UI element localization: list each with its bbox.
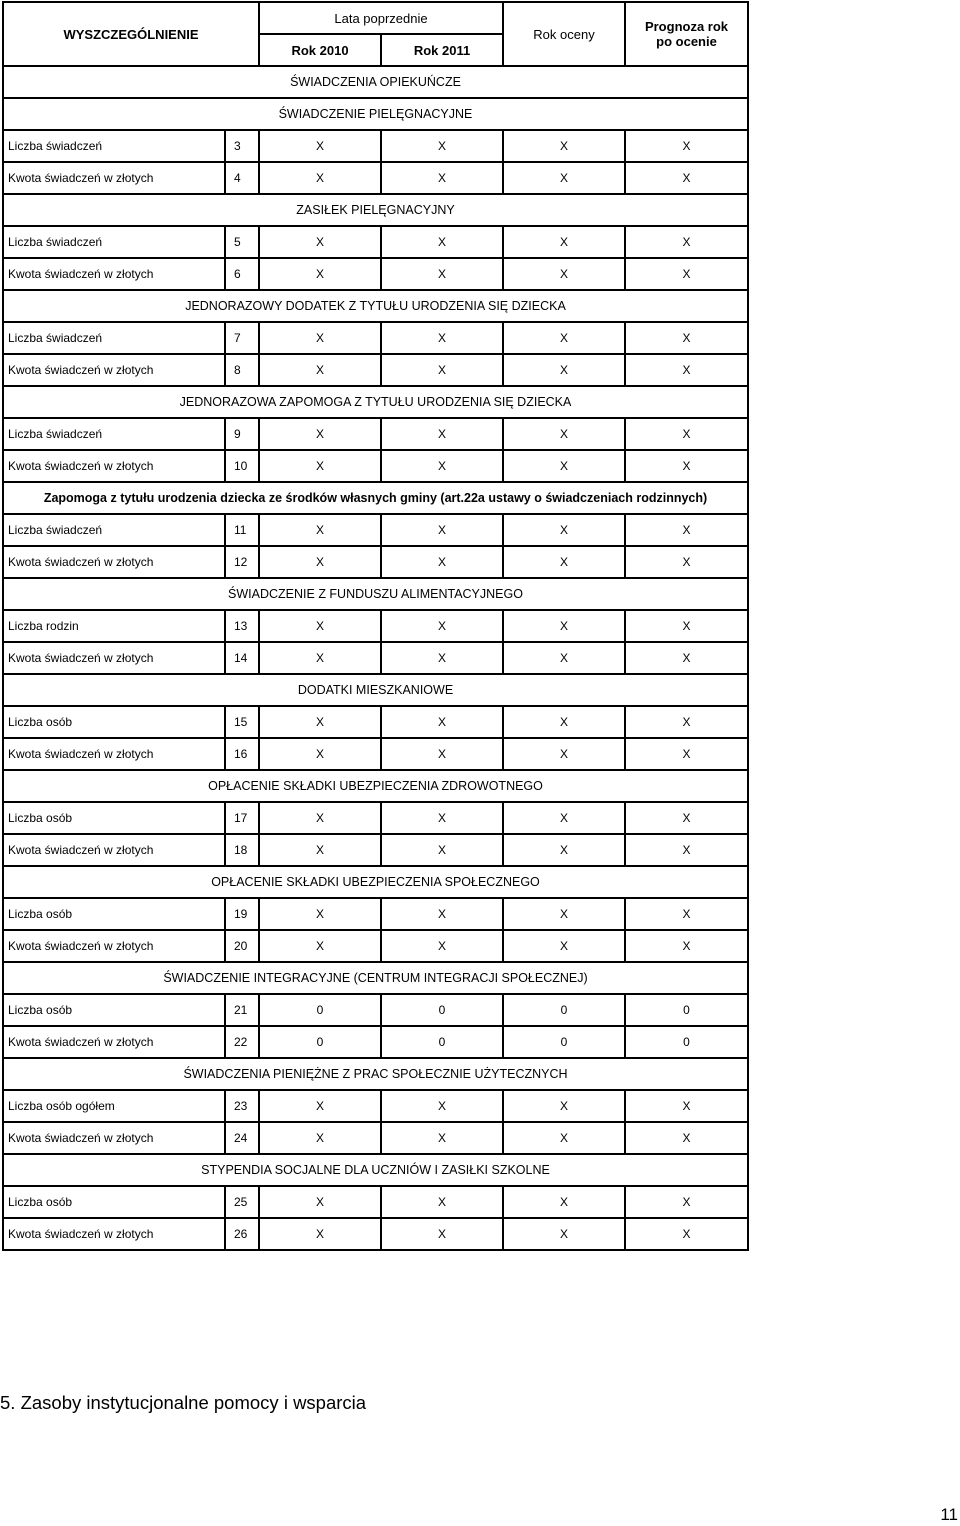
value-assessment-year: X (503, 546, 625, 578)
row-number: 21 (225, 994, 259, 1026)
value-year-2011: X (381, 610, 503, 642)
section-heading: 5. Zasoby instytucjonalne pomocy i wsparcia (0, 1392, 367, 1413)
value-forecast: X (625, 1090, 748, 1122)
value-forecast: X (625, 546, 748, 578)
value-assessment-year: 0 (503, 1026, 625, 1058)
value-year-2011: X (381, 1186, 503, 1218)
value-assessment-year: X (503, 930, 625, 962)
table-row (3, 642, 748, 674)
table-row (3, 546, 748, 578)
section-title: ŚWIADCZENIE Z FUNDUSZU ALIMENTACYJNEGO (3, 578, 748, 610)
value-year-2010: 0 (259, 1026, 381, 1058)
row-number: 24 (225, 1122, 259, 1154)
value-year-2010: X (259, 898, 381, 930)
section-header-row (3, 770, 748, 802)
section-header-row (3, 290, 748, 322)
section-title: ŚWIADCZENIA OPIEKUŃCZE (3, 66, 748, 98)
value-year-2010: X (259, 418, 381, 450)
table-row (3, 514, 748, 546)
value-assessment-year: X (503, 130, 625, 162)
row-label: Liczba świadczeń (3, 418, 225, 450)
value-year-2010: 0 (259, 994, 381, 1026)
value-assessment-year: X (503, 898, 625, 930)
value-forecast: X (625, 738, 748, 770)
table-row (3, 1186, 748, 1218)
table-row (3, 130, 748, 162)
value-year-2011: X (381, 1090, 503, 1122)
value-year-2010: X (259, 802, 381, 834)
value-year-2010: X (259, 514, 381, 546)
value-year-2010: X (259, 1122, 381, 1154)
table-row (3, 898, 748, 930)
value-assessment-year: X (503, 162, 625, 194)
value-assessment-year: X (503, 354, 625, 386)
row-number: 20 (225, 930, 259, 962)
value-year-2011: X (381, 930, 503, 962)
value-year-2010: X (259, 354, 381, 386)
value-assessment-year: X (503, 610, 625, 642)
value-assessment-year: X (503, 802, 625, 834)
row-label: Liczba osób ogółem (3, 1090, 225, 1122)
value-assessment-year: X (503, 322, 625, 354)
value-year-2011: X (381, 1122, 503, 1154)
section-title: OPŁACENIE SKŁADKI UBEZPIECZENIA ZDROWOTNEGO (3, 770, 748, 802)
row-label: Liczba osób (3, 898, 225, 930)
value-year-2011: X (381, 258, 503, 290)
section-header-row (3, 962, 748, 994)
value-forecast: X (625, 642, 748, 674)
table-body (3, 2, 748, 1250)
row-label: Liczba świadczeń (3, 130, 225, 162)
row-label: Kwota świadczeń w złotych (3, 1122, 225, 1154)
row-number: 12 (225, 546, 259, 578)
section-header-row (3, 482, 748, 514)
row-label: Liczba świadczeń (3, 514, 225, 546)
value-assessment-year: X (503, 514, 625, 546)
value-year-2010: X (259, 610, 381, 642)
value-year-2011: X (381, 130, 503, 162)
row-number: 4 (225, 162, 259, 194)
row-number: 11 (225, 514, 259, 546)
row-label: Kwota świadczeń w złotych (3, 642, 225, 674)
table-row (3, 610, 748, 642)
section-title: JEDNORAZOWA ZAPOMOGA Z TYTUŁU URODZENIA SIĘ DZIECKA (3, 386, 748, 418)
table-row (3, 1122, 748, 1154)
value-forecast: X (625, 802, 748, 834)
value-year-2011: X (381, 642, 503, 674)
value-forecast: X (625, 258, 748, 290)
section-title: ŚWIADCZENIA PIENIĘŻNE Z PRAC SPOŁECZNIE UŻYTECZNYCH (3, 1058, 748, 1090)
value-year-2011: X (381, 162, 503, 194)
value-assessment-year: X (503, 226, 625, 258)
section-header-row (3, 98, 748, 130)
value-year-2011: X (381, 706, 503, 738)
value-forecast: X (625, 514, 748, 546)
section-header-row (3, 866, 748, 898)
row-number: 13 (225, 610, 259, 642)
header-col-name: WYSZCZEGÓLNIENIE (3, 2, 259, 66)
value-year-2010: X (259, 546, 381, 578)
row-label: Kwota świadczeń w złotych (3, 354, 225, 386)
section-header-row (3, 1154, 748, 1186)
value-forecast: X (625, 706, 748, 738)
row-number: 25 (225, 1186, 259, 1218)
value-assessment-year: X (503, 450, 625, 482)
value-year-2011: X (381, 546, 503, 578)
section-header-row (3, 578, 748, 610)
value-assessment-year: X (503, 706, 625, 738)
table-row (3, 930, 748, 962)
table-row (3, 354, 748, 386)
value-year-2011: X (381, 1218, 503, 1250)
table-row (3, 418, 748, 450)
table-row (3, 1090, 748, 1122)
value-forecast: 0 (625, 1026, 748, 1058)
value-year-2010: X (259, 738, 381, 770)
value-forecast: X (625, 354, 748, 386)
row-number: 8 (225, 354, 259, 386)
value-year-2010: X (259, 226, 381, 258)
row-label: Kwota świadczeń w złotych (3, 546, 225, 578)
row-label: Kwota świadczeń w złotych (3, 834, 225, 866)
value-year-2011: 0 (381, 994, 503, 1026)
section-title: Zapomoga z tytułu urodzenia dziecka ze środków własnych gminy (art.22a ustawy o świadczeniach rodzinnych) (3, 482, 748, 514)
row-number: 18 (225, 834, 259, 866)
row-number: 17 (225, 802, 259, 834)
row-number: 14 (225, 642, 259, 674)
value-forecast: X (625, 834, 748, 866)
table-row (3, 834, 748, 866)
value-forecast: X (625, 226, 748, 258)
table-row (3, 162, 748, 194)
value-year-2011: X (381, 898, 503, 930)
table-row (3, 738, 748, 770)
row-label: Kwota świadczeń w złotych (3, 258, 225, 290)
section-title: JEDNORAZOWY DODATEK Z TYTUŁU URODZENIA SIĘ DZIECKA (3, 290, 748, 322)
value-year-2010: X (259, 930, 381, 962)
row-label: Liczba osób (3, 706, 225, 738)
value-assessment-year: X (503, 738, 625, 770)
section-header-row (3, 194, 748, 226)
row-label: Liczba świadczeń (3, 226, 225, 258)
table-row (3, 1026, 748, 1058)
section-title: STYPENDIA SOCJALNE DLA UCZNIÓW I ZASIŁKI SZKOLNE (3, 1154, 748, 1186)
value-year-2010: X (259, 834, 381, 866)
value-assessment-year: X (503, 1090, 625, 1122)
row-label: Kwota świadczeń w złotych (3, 738, 225, 770)
row-label: Kwota świadczeń w złotych (3, 1218, 225, 1250)
value-assessment-year: X (503, 418, 625, 450)
table-row (3, 226, 748, 258)
value-assessment-year: X (503, 834, 625, 866)
value-year-2011: X (381, 834, 503, 866)
row-number: 6 (225, 258, 259, 290)
benefits-table (2, 1, 749, 1251)
value-year-2010: X (259, 1186, 381, 1218)
header-row-top (3, 2, 748, 34)
row-number: 19 (225, 898, 259, 930)
value-year-2011: X (381, 418, 503, 450)
value-forecast: X (625, 1218, 748, 1250)
table-row (3, 706, 748, 738)
row-label: Liczba osób (3, 1186, 225, 1218)
value-forecast: X (625, 130, 748, 162)
row-number: 22 (225, 1026, 259, 1058)
row-label: Kwota świadczeń w złotych (3, 162, 225, 194)
row-number: 7 (225, 322, 259, 354)
header-year-2011: Rok 2011 (381, 34, 503, 66)
row-number: 16 (225, 738, 259, 770)
value-year-2011: X (381, 802, 503, 834)
value-forecast: X (625, 610, 748, 642)
table-row (3, 322, 748, 354)
row-label: Liczba osób (3, 994, 225, 1026)
value-year-2010: X (259, 322, 381, 354)
value-forecast: X (625, 1122, 748, 1154)
value-assessment-year: X (503, 1122, 625, 1154)
value-year-2011: 0 (381, 1026, 503, 1058)
row-label: Kwota świadczeń w złotych (3, 930, 225, 962)
value-assessment-year: 0 (503, 994, 625, 1026)
row-number: 23 (225, 1090, 259, 1122)
row-label: Kwota świadczeń w złotych (3, 1026, 225, 1058)
page-number: 11 (940, 1505, 958, 1524)
section-header-row (3, 674, 748, 706)
header-assessment-year: Rok oceny (503, 2, 625, 66)
value-year-2010: X (259, 706, 381, 738)
value-year-2011: X (381, 322, 503, 354)
row-number: 3 (225, 130, 259, 162)
value-forecast: X (625, 898, 748, 930)
section-title: ŚWIADCZENIE INTEGRACYJNE (CENTRUM INTEGRACJI SPOŁECZNEJ) (3, 962, 748, 994)
value-assessment-year: X (503, 642, 625, 674)
value-year-2011: X (381, 354, 503, 386)
section-title: OPŁACENIE SKŁADKI UBEZPIECZENIA SPOŁECZNEGO (3, 866, 748, 898)
value-year-2010: X (259, 1218, 381, 1250)
value-year-2011: X (381, 514, 503, 546)
row-number: 15 (225, 706, 259, 738)
value-assessment-year: X (503, 258, 625, 290)
section-title: ZASIŁEK PIELĘGNACYJNY (3, 194, 748, 226)
value-forecast: X (625, 930, 748, 962)
value-year-2011: X (381, 226, 503, 258)
row-number: 26 (225, 1218, 259, 1250)
row-number: 5 (225, 226, 259, 258)
header-forecast-line1: Prognoza rok (644, 19, 729, 34)
row-number: 9 (225, 418, 259, 450)
section-title: DODATKI MIESZKANIOWE (3, 674, 748, 706)
header-year-2010: Rok 2010 (259, 34, 381, 66)
section-header-row (3, 1058, 748, 1090)
value-year-2010: X (259, 642, 381, 674)
table-row (3, 1218, 748, 1250)
value-forecast: X (625, 450, 748, 482)
value-year-2010: X (259, 450, 381, 482)
table-row (3, 802, 748, 834)
section-header-row (3, 66, 748, 98)
section-header-row (3, 386, 748, 418)
value-forecast: X (625, 418, 748, 450)
value-assessment-year: X (503, 1186, 625, 1218)
value-year-2010: X (259, 162, 381, 194)
row-label: Liczba rodzin (3, 610, 225, 642)
value-year-2011: X (381, 450, 503, 482)
value-forecast: X (625, 162, 748, 194)
header-forecast (625, 2, 748, 66)
row-label: Kwota świadczeń w złotych (3, 450, 225, 482)
value-year-2011: X (381, 738, 503, 770)
header-forecast-line2: po ocenie (656, 34, 717, 49)
value-year-2010: X (259, 258, 381, 290)
value-assessment-year: X (503, 1218, 625, 1250)
row-label: Liczba świadczeń (3, 322, 225, 354)
table-row (3, 994, 748, 1026)
value-forecast: X (625, 322, 748, 354)
header-prev-years: Lata poprzednie (259, 2, 503, 34)
table-row (3, 258, 748, 290)
value-forecast: 0 (625, 994, 748, 1026)
section-title: ŚWIADCZENIE PIELĘGNACYJNE (3, 98, 748, 130)
value-forecast: X (625, 1186, 748, 1218)
row-number: 10 (225, 450, 259, 482)
row-label: Liczba osób (3, 802, 225, 834)
value-year-2010: X (259, 1090, 381, 1122)
value-year-2010: X (259, 130, 381, 162)
table-row (3, 450, 748, 482)
